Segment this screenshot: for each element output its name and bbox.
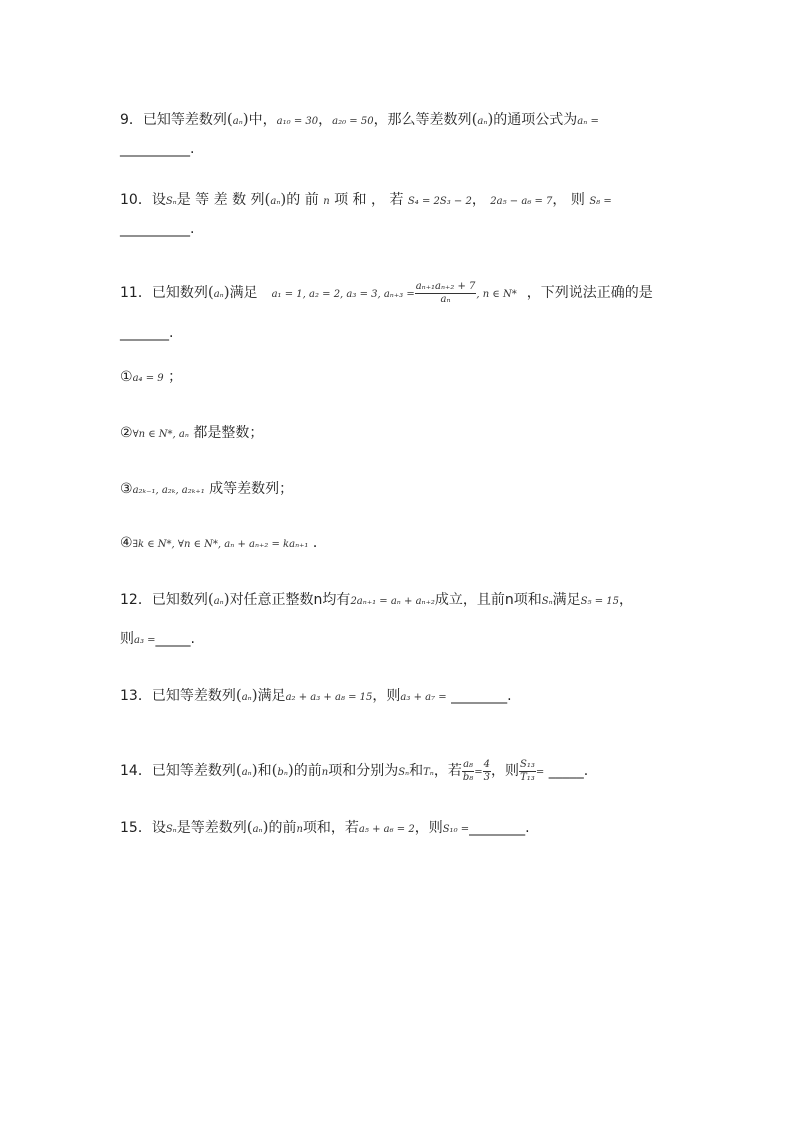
q9-blank: __________. <box>120 141 195 157</box>
q12-text-3: 成立，且前n项和 <box>434 592 542 608</box>
q14-text-3: 的前 <box>293 763 322 779</box>
q15-math-2: n <box>296 824 303 835</box>
q11-opt2-text: 都是整数； <box>193 425 264 441</box>
q13-text-1: 已知等差数列 <box>151 688 236 704</box>
q13-text-2: 满足 <box>257 688 286 704</box>
q11-opt3-math: a₂ₖ₋₁, a₂ₖ, a₂ₖ₊₁ <box>132 485 205 496</box>
q11-option-1 <box>120 364 680 390</box>
q12-seq: aₙ <box>213 596 224 607</box>
q9-math-3: aₙ = <box>577 116 599 127</box>
q11-math-2: , n ∈ N* <box>476 289 517 300</box>
q14-text-1: 已知等差数列 <box>151 763 236 779</box>
q12-math-1: 2aₙ₊₁ = aₙ + aₙ₊₂ <box>350 596 435 607</box>
q15-blank: ________. <box>469 820 530 836</box>
q14-eq: = <box>474 767 483 778</box>
question-9: 9．已知等差数列(aₙ)中，a₁₀ = 30，a₂₀ = 50，那么等差数列(aₙ)的通项公式为aₙ = <box>120 110 599 128</box>
question-12-answer <box>120 626 680 652</box>
q10-text-1: 设 <box>151 192 166 208</box>
q10-math-3: S₄ = 2S₃ − 2 <box>407 196 472 207</box>
q11-opt1-text: ； <box>168 369 183 385</box>
q15-text-4: 项和，若 <box>302 820 359 836</box>
q13-seq: aₙ <box>241 692 252 703</box>
q11-blank: _______. <box>120 325 174 341</box>
q14-blank: _____. <box>548 763 589 779</box>
q15-text-2: 是等差数列 <box>176 820 247 836</box>
q14-math-3: Tₙ <box>423 767 434 778</box>
q11-opt3-mark: ③ <box>120 481 133 497</box>
q15-math-1: Sₙ <box>165 824 177 835</box>
q12-text-1: 已知数列 <box>151 592 208 608</box>
q14-f1-num: a₈ <box>463 758 474 770</box>
q15-math-4: S₁₀ = <box>442 824 470 835</box>
q12-blank: _____. <box>155 631 195 647</box>
q14-text-4: 项和分别为 <box>328 763 399 779</box>
q11-option-3 <box>120 476 680 502</box>
q11-text-2: 满足 <box>229 285 258 301</box>
q11-number: 11． <box>120 285 152 301</box>
question-11: 11．已知数列(aₙ)满足 a₁ = 1, a₂ = 2, a₃ = 3, aₙ₊₃ = $\frac{\text{aₙ₊₁aₙ₊₂ + 7}}{\text{aₙ}}$ , n ∈ N* ，下列说法正确的是 <box>120 280 653 305</box>
q14-math-2: Sₙ <box>398 767 410 778</box>
q10-math-2: n <box>323 196 330 207</box>
q14-f3-num: S₁₃ <box>520 758 535 770</box>
q14-text-2: 和 <box>257 763 272 779</box>
q10-blank: __________. <box>120 221 195 237</box>
q14-fraction-3 <box>519 759 536 784</box>
q9-number: 9． <box>120 112 143 128</box>
q11-text-3: ，下列说法正确的是 <box>526 285 653 301</box>
q10-text-5: ， <box>471 192 486 208</box>
q14-seq-a: aₙ <box>241 767 252 778</box>
q11-opt2-math: ∀n ∈ N*, aₙ <box>132 429 189 440</box>
q9-math-1: a₁₀ = 30 <box>276 116 319 127</box>
question-13: 13．已知等差数列(aₙ)满足a₂ + a₃ + a₈ = 15，则a₃ + a₇ = ________. <box>120 686 512 704</box>
q10-number: 10． <box>120 192 152 208</box>
q10-math-4: 2a₅ − a₆ = 7 <box>490 196 553 207</box>
q10-math-5: S₈ = <box>589 196 612 207</box>
q12-text-2: 对任意正整数n均有 <box>229 592 351 608</box>
question-9-answer <box>120 136 680 162</box>
q11-option-2 <box>120 420 680 446</box>
q15-text-1: 设 <box>151 820 166 836</box>
q14-f2-den: 3 <box>483 771 491 783</box>
q10-text-3: 的 前 <box>286 192 319 208</box>
q15-number: 15． <box>120 820 152 836</box>
question-14: 14．已知等差数列(aₙ)和(bₙ)的前n项和分别为Sₙ和Tₙ，若 $\frac{\text{a₈}}{\text{b₈}}$ = $\frac{4}{3}$ ，则 $\frac{\text{S₁₃}}{\text{T₁₃}}$ = _____. <box>120 758 589 783</box>
q9-text-5: 的通项公式为 <box>493 112 578 128</box>
q10-math-1: Sₙ <box>165 196 177 207</box>
q13-blank: ________. <box>451 688 512 704</box>
q11-frac-num: aₙ₊₁aₙ₊₂ + 7 <box>415 280 476 292</box>
question-11-answer <box>120 320 680 346</box>
question-10: 10．设Sₙ是 等 差 数 列(aₙ)的 前 n 项 和 ， 若 S₄ = 2S₃ − 2， 2a₅ − a₆ = 7， 则 S₈ = <box>120 190 612 208</box>
q14-f2-num: 4 <box>483 758 491 770</box>
q9-seq: aₙ <box>232 116 243 127</box>
q13-math-1: a₂ + a₃ + a₈ = 15 <box>285 692 373 703</box>
q11-opt4-mark: ④ <box>120 535 133 551</box>
q12-number: 12． <box>120 592 152 608</box>
question-10-answer <box>120 216 680 242</box>
q9-text-1: 已知等差数列 <box>142 112 227 128</box>
q9-text-4: ，那么等差数列 <box>373 112 472 128</box>
q14-number: 14． <box>120 763 152 779</box>
q9-math-2: a₂₀ = 50 <box>332 116 374 127</box>
q15-seq: aₙ <box>252 824 263 835</box>
q14-text-6: ，若 <box>433 763 462 779</box>
q9-text-2: 中， <box>248 112 277 128</box>
q12-math-4: a₃ = <box>134 635 156 646</box>
q10-text-2: 是 等 差 数 列 <box>176 192 265 208</box>
q14-fraction-2 <box>483 759 491 784</box>
q14-f1-den: b₈ <box>462 771 474 783</box>
q11-text-1: 已知数列 <box>151 285 208 301</box>
q10-seq: aₙ <box>270 196 281 207</box>
q14-text-7: ，则 <box>491 763 520 779</box>
q11-math-1: a₁ = 1, a₂ = 2, a₃ = 3, aₙ₊₃ = <box>271 289 415 300</box>
q14-math-1: n <box>321 767 329 778</box>
q10-text-6: ， 则 <box>552 192 585 208</box>
q15-text-5: ，则 <box>414 820 443 836</box>
q11-option-4 <box>120 530 680 556</box>
q13-number: 13． <box>120 688 152 704</box>
q13-math-2: a₃ + a₇ = <box>400 692 447 703</box>
q12-text-5: ， <box>619 592 633 608</box>
q11-opt1-math: a₄ = 9 <box>132 373 164 384</box>
question-12: 12．已知数列(aₙ)对任意正整数n均有2aₙ₊₁ = aₙ + aₙ₊₂成立，且前n项和Sₙ满足S₅ = 15， <box>120 590 633 608</box>
q14-f3-den: T₁₃ <box>520 771 535 783</box>
q14-seq-b: bₙ <box>277 767 288 778</box>
q11-seq: aₙ <box>213 289 224 300</box>
q13-text-3: ，则 <box>372 688 401 704</box>
q11-opt4-text: ． <box>312 535 327 551</box>
q9-seq-2: aₙ <box>477 116 488 127</box>
q9-text-3: ， <box>318 112 333 128</box>
q12-text-4: 满足 <box>552 592 581 608</box>
q11-frac-den: aₙ <box>440 293 451 305</box>
q12-text-6: 则 <box>120 631 134 647</box>
q11-opt2-mark: ② <box>120 425 133 441</box>
q12-math-2: Sₙ <box>541 596 553 607</box>
q15-text-3: 的前 <box>268 820 297 836</box>
question-15: 15．设Sₙ是等差数列(aₙ)的前n项和，若a₅ + a₆ = 2，则S₁₀ =________. <box>120 818 530 836</box>
q12-math-3: S₅ = 15 <box>580 596 619 607</box>
q15-math-3: a₅ + a₆ = 2 <box>358 824 415 835</box>
q11-fraction <box>415 281 477 306</box>
q11-opt1-mark: ① <box>120 369 133 385</box>
q14-eq-2: = <box>535 767 545 778</box>
q11-opt4-math: ∃k ∈ N*, ∀n ∈ N*, aₙ + aₙ₊₂ = kaₙ₊₁ <box>132 539 309 550</box>
q14-text-5: 和 <box>409 763 424 779</box>
q10-text-4: 项 和 ， 若 <box>334 192 404 208</box>
q14-fraction-1 <box>462 759 474 784</box>
q11-opt3-text: 成等差数列； <box>209 481 294 497</box>
